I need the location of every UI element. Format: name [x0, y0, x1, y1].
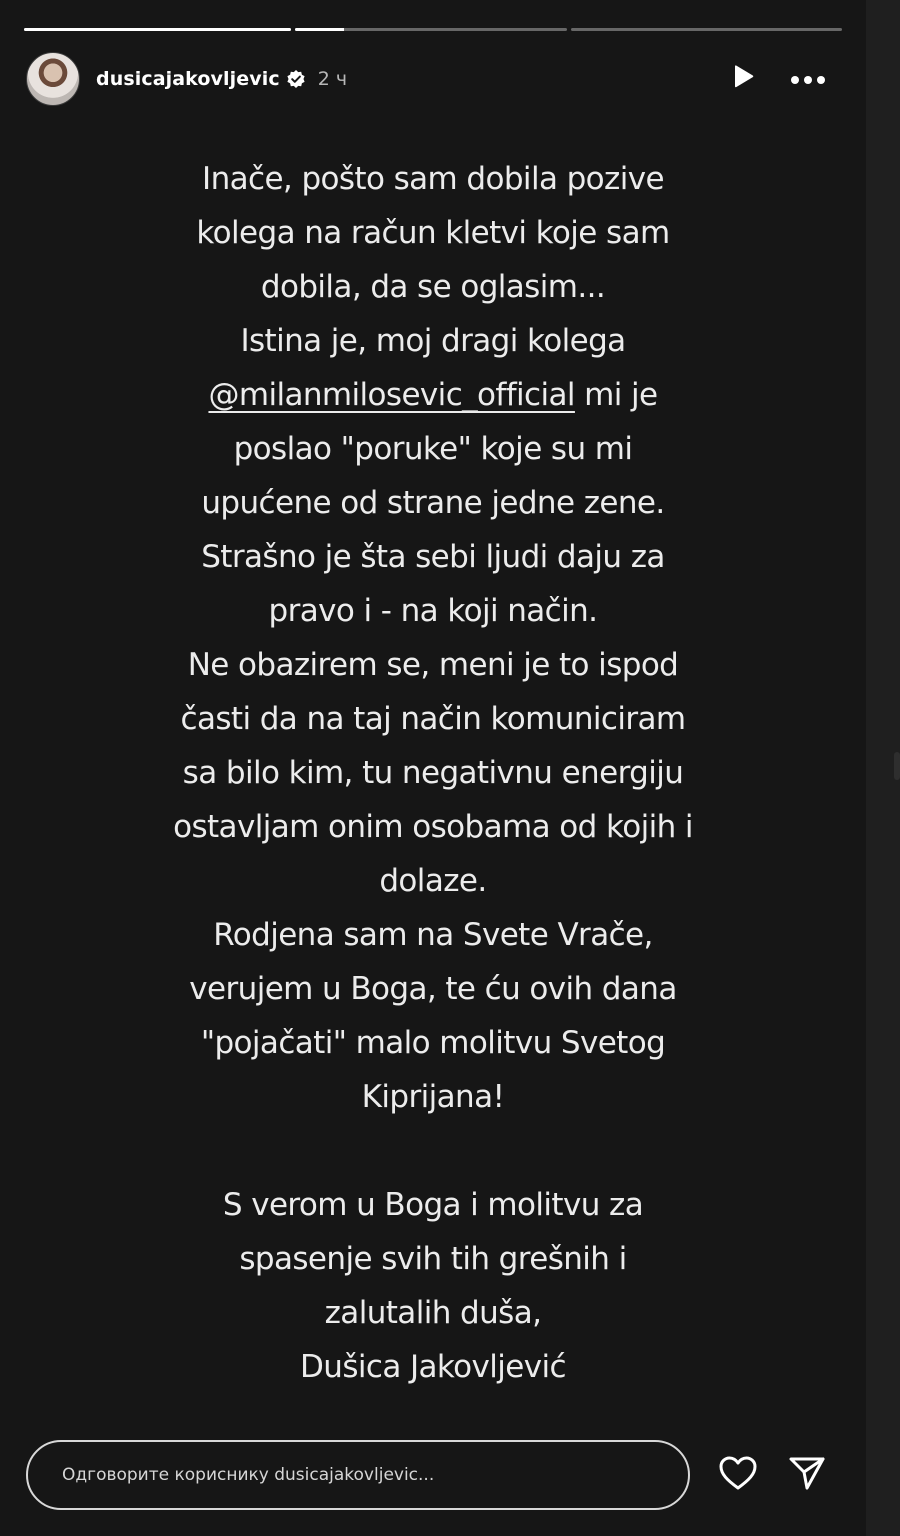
- story-footer: [26, 1438, 846, 1512]
- story-line: upućene od strane jedne zene.: [201, 485, 665, 521]
- play-icon[interactable]: [730, 63, 756, 95]
- story-line: poslao "poruke" koje su mi: [233, 431, 633, 467]
- story-line: Kiprijana!: [361, 1079, 505, 1115]
- story-line: dolaze.: [379, 863, 487, 899]
- story-line: ostavljam onim osobama od kojih i: [173, 809, 693, 845]
- story-line: sa bilo kim, tu negativnu energiju: [182, 755, 684, 791]
- story-line: "pojačati" malo molitvu Svetog: [200, 1025, 666, 1061]
- progress-segment: [24, 28, 291, 31]
- story-line: kolega na račun kletvi koje sam: [196, 215, 670, 251]
- story-line: Ne obazirem se, meni je to ispod: [187, 647, 679, 683]
- story-line: spasenje svih tih grešnih i: [239, 1241, 627, 1277]
- line-spacer: [90, 1124, 776, 1178]
- progress-fill: [24, 28, 291, 31]
- send-icon[interactable]: [788, 1455, 826, 1495]
- avatar[interactable]: [26, 52, 80, 106]
- story-text: [90, 152, 776, 1394]
- story-line: Strašno je šta sebi ljudi daju za: [201, 539, 665, 575]
- verified-badge-icon: [286, 69, 306, 89]
- story-line: verujem u Boga, te ću ovih dana: [189, 971, 677, 1007]
- progress-segment: [571, 28, 842, 31]
- heart-icon[interactable]: [718, 1455, 758, 1495]
- post-time: 2 ч: [317, 68, 348, 90]
- story-line: Rodjena sam na Svete Vrače,: [213, 917, 653, 953]
- username[interactable]: dusicajakovljevic: [96, 68, 280, 90]
- mention-link[interactable]: @milanmilosevic_official: [208, 377, 575, 413]
- scroll-handle[interactable]: [894, 752, 900, 780]
- story-header: [26, 52, 840, 106]
- footer-actions: [718, 1455, 826, 1495]
- story-progress-bar: [24, 28, 842, 31]
- progress-segment: [295, 28, 566, 31]
- progress-fill: [295, 28, 344, 31]
- story-line: [90, 368, 776, 422]
- more-options-icon[interactable]: [790, 70, 826, 89]
- story-line: časti da na taj način komuniciram: [180, 701, 686, 737]
- signature-line: Dušica Jakovljević: [300, 1349, 566, 1385]
- story-line: S verom u Boga i molitvu za: [222, 1187, 644, 1223]
- reply-input[interactable]: [26, 1440, 690, 1510]
- story-line: Istina je, moj dragi kolega: [240, 323, 626, 359]
- story-line-text: mi je: [574, 377, 658, 413]
- story-line: pravo i - na koji način.: [268, 593, 598, 629]
- story-line: Inače, pošto sam dobila pozive: [202, 161, 664, 197]
- story-line: dobila, da se oglasim...: [260, 269, 606, 305]
- story-line: zalutalih duša,: [324, 1295, 542, 1331]
- header-actions: [730, 63, 840, 95]
